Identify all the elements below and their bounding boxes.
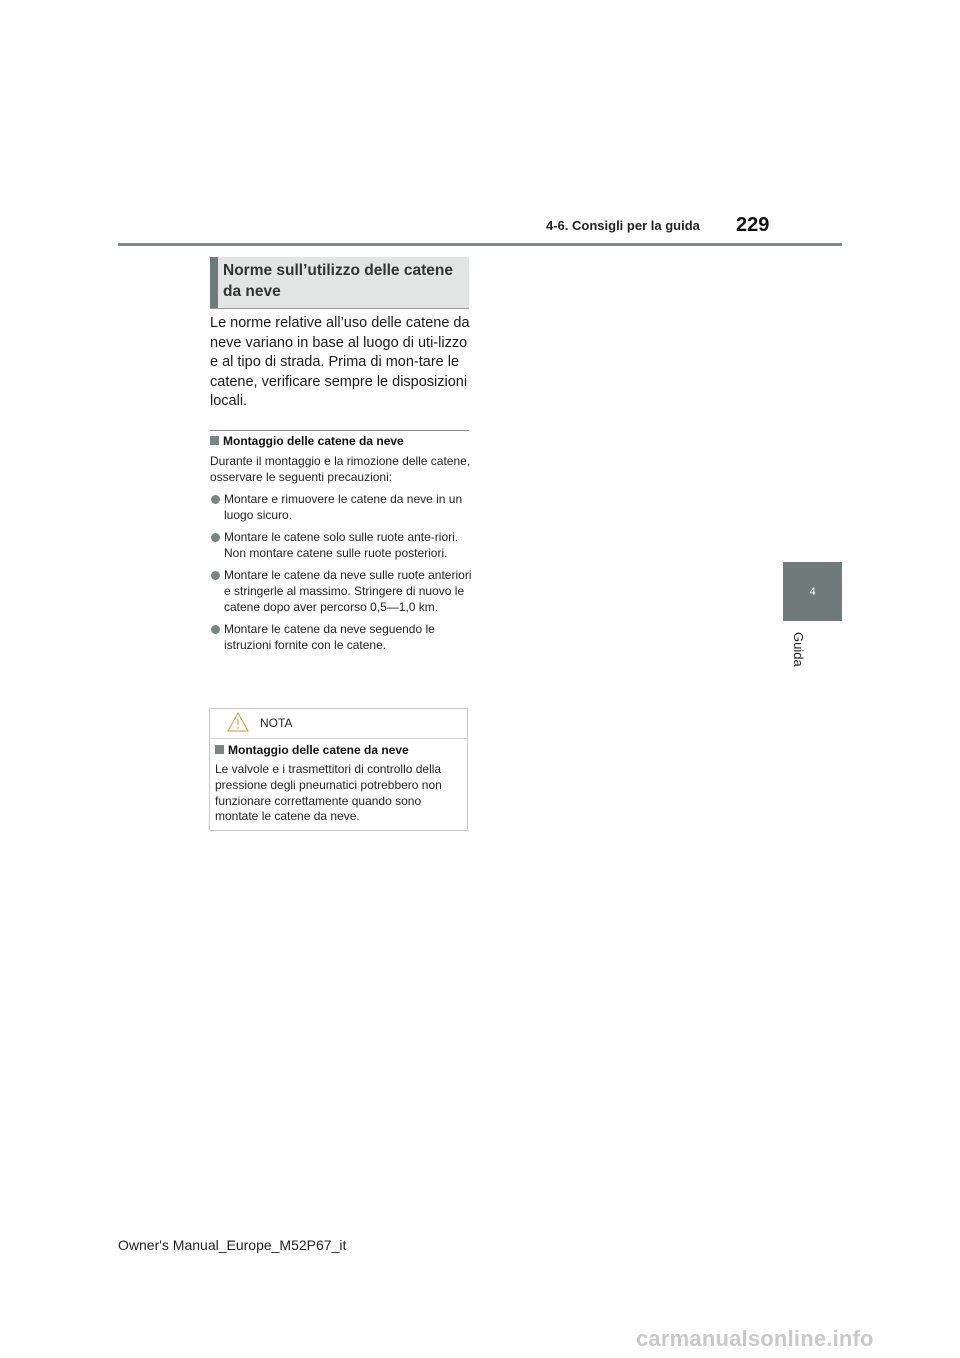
subsection-heading — [210, 434, 472, 448]
list-item-text: Montare le catene da neve sulle ruote anteriori e stringerle al massimo. Stringere di nuovo le catene dopo aver percorso 0,5—1,0 km. — [224, 568, 472, 614]
warning-triangle-icon — [226, 711, 250, 733]
title-accent-bar — [210, 257, 218, 308]
list-item — [210, 530, 472, 561]
circle-bullet-icon — [211, 533, 220, 542]
chapter-tab[interactable] — [783, 562, 842, 621]
section-divider — [210, 430, 469, 431]
list-item — [210, 622, 472, 653]
page-number: 229 — [736, 214, 770, 236]
nota-heading-text: Montaggio delle catene da neve — [228, 743, 409, 757]
intro-paragraph: Le norme relative all’uso delle catene da neve variano in base al luogo di uti-lizzo e al tipo di strada. Prima di mon-tare le catene, verificare sempre le disposizioni locali. — [210, 315, 470, 410]
nota-box — [209, 708, 468, 831]
circle-bullet-icon — [211, 625, 220, 634]
precaution-list — [210, 492, 472, 660]
nota-text: Le valvole e i trasmettitori di controllo della pressione degli pneumatici potrebbero non funzionare correttamente quando sono montate le catene da neve. — [215, 762, 442, 824]
nota-header — [210, 709, 467, 739]
list-item-text: Montare le catene da neve seguendo le istruzioni fornite con le catene. — [224, 622, 435, 652]
circle-bullet-icon — [211, 571, 220, 580]
header-divider — [118, 243, 842, 246]
watermark: carmanualsonline.info — [636, 1326, 874, 1351]
list-item — [210, 492, 472, 523]
square-icon — [215, 745, 224, 754]
subsection-intro: Durante il montaggio e la rimozione delle catene, osservare le seguenti precauzioni: — [210, 454, 471, 484]
list-item — [210, 568, 472, 615]
section-title-box — [210, 257, 469, 309]
chapter-label: Guida — [791, 632, 806, 667]
nota-label: NOTA — [260, 716, 293, 730]
nota-heading — [215, 743, 465, 757]
running-header: 4-6. Consigli per la guida — [546, 218, 700, 233]
list-item-text: Montare e rimuovere le catene da neve in un luogo sicuro. — [224, 492, 463, 522]
square-icon — [210, 436, 219, 445]
section-title: Norme sull’utilizzo delle catene da neve — [223, 262, 453, 300]
list-item-text: Montare le catene solo sulle ruote ante-riori. Non montare catene sulle ruote posteriori. — [224, 530, 459, 560]
subsection-heading-text: Montaggio delle catene da neve — [223, 434, 404, 448]
circle-bullet-icon — [211, 495, 220, 504]
footer-doc-id: Owner's Manual_Europe_M52P67_it — [118, 1237, 347, 1253]
chapter-number: 4 — [809, 585, 816, 598]
